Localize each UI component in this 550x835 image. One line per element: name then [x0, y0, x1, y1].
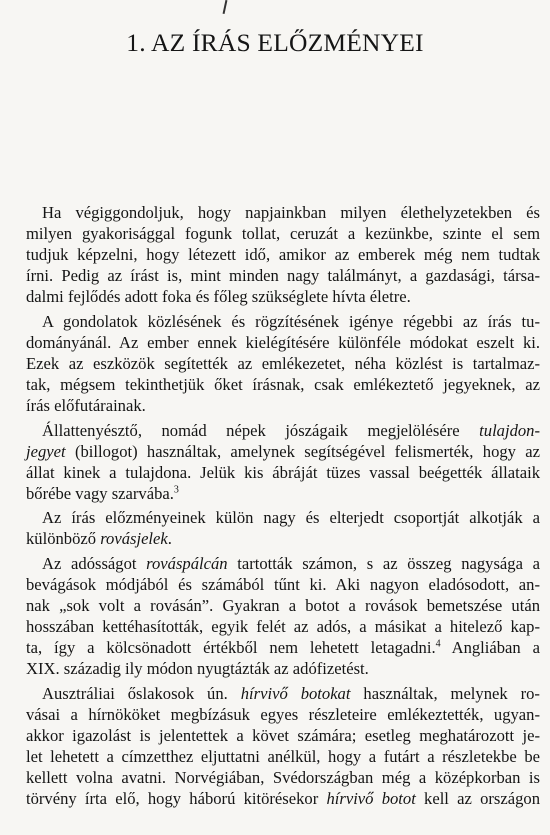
text-line	[26, 528, 540, 549]
text-line	[26, 553, 540, 574]
text-run: használtak, melynek ro-	[350, 683, 540, 703]
text-line: Ezek az eszközök segítették az emlékezetet, néha közlést is tartalmaz-	[26, 353, 540, 373]
text-line: Ha végiggondoljuk, hogy napjainkban milyen élethelyzetekben és	[42, 203, 540, 222]
body-text	[26, 202, 540, 812]
footnote-ref: 3	[173, 484, 179, 496]
text-line: milyen gyakorisággal fogunk tollat, ceruzát a kezünkbe, szinte el sem	[26, 224, 540, 244]
italic-term: hírvivő botokat	[240, 683, 351, 703]
text-line	[26, 637, 540, 658]
paragraph-2	[26, 311, 540, 416]
text-run: Angliában a	[440, 638, 540, 658]
text-line: hosszában kettéhasították, egyik felét az adós, a másikat a hitelező kap-	[26, 616, 540, 636]
italic-term: rovásjelek	[100, 529, 168, 549]
text-run: bőrébe vagy szarvába.	[26, 483, 174, 503]
text-line: vásai a hírnököket megbízásuk egyes részleteire emlékeztették, ugyan-	[26, 704, 540, 724]
text-run: törvény írta elő, hogy háború kitörésekor	[26, 789, 327, 809]
text-run: Állattenyésztő, nomád népek jószágaik megjelölésére	[42, 420, 480, 440]
text-line	[26, 441, 540, 462]
paragraph-1	[26, 202, 540, 307]
text-line	[26, 420, 540, 441]
text-line: XIX. századig ily módon nyugtázták az adófizetést.	[26, 659, 369, 679]
italic-term: tulajdon-	[479, 420, 540, 440]
footnote-ref: 4	[435, 638, 441, 650]
text-run: kell az országon	[415, 789, 540, 809]
text-run: Ausztráliai őslakosok ún.	[42, 683, 241, 703]
text-line: állat kinek a tulajdona. Jelük kis ábráját tüzes vassal beégették állataik	[26, 462, 540, 482]
text-run: különböző	[26, 529, 101, 549]
text-line: Az írás előzményeinek külön nagy és elterjedt csoportját alkotják a	[42, 508, 540, 528]
paragraph-4	[26, 507, 540, 549]
paragraph-3	[26, 420, 540, 504]
text-line: dalmi fejlődés adott foka és főleg szükséglete hívta életre.	[26, 287, 411, 307]
text-line: bevágások módjából és számából tűnt ki. Aki nagyon eladósodott, an-	[26, 574, 540, 594]
chapter-title: 1. AZ ÍRÁS ELŐZMÉNYEI	[126, 28, 424, 57]
text-line: let lehetett a címzetthez eljuttatni anélkül, hogy a futárt a részletekbe be	[26, 746, 540, 766]
text-run: ta, így a kölcsönadott értékből nem lehetett letagadni.	[26, 638, 436, 658]
text-run: Az adósságot	[42, 553, 147, 573]
text-line: dományánál. Az ember ennek kielégítésére különféle módokat eszelt ki.	[26, 332, 540, 352]
text-run: tartották számon, s az összeg nagysága a	[227, 553, 540, 573]
scan-mark	[223, 0, 228, 14]
text-line: nak „sok volt a rovásán”. Gyakran a botot a rovások bemetszése után	[26, 595, 540, 615]
text-run: (billogot) használtak, amelynek segítségével felismerték, hogy az	[65, 441, 540, 461]
text-run: .	[167, 529, 172, 549]
italic-term: rováspálcán	[146, 553, 228, 573]
paragraph-5	[26, 553, 540, 680]
text-line: írás előfutárainak.	[26, 396, 146, 416]
text-line: kellett volna avatni. Norvégiában, Svédországban még a középkorban is	[26, 767, 540, 787]
italic-term: hírvivő botot	[326, 789, 416, 809]
paragraph-6	[26, 683, 540, 810]
text-line	[26, 788, 540, 809]
text-line	[26, 683, 540, 704]
italic-term: jegyet	[26, 441, 66, 461]
text-line: A gondolatok közlésének és rögzítésének igénye régebbi az írás tu-	[42, 311, 540, 331]
text-line: tak, mégsem tekinthetjük őket írásnak, csak emlékeztető jegyeknek, az	[26, 375, 540, 395]
text-line	[26, 483, 540, 504]
text-line: akkor igazolást is jelentettek a követ számára; esetleg meghatározott je-	[26, 725, 540, 745]
text-line: tudjuk képzelni, hogy létezett idő, amikor az emberek még nem tudtak	[26, 245, 540, 265]
text-line: írni. Pedig az írást is, mint minden nagy találmányt, a gazdasági, társa-	[26, 266, 540, 286]
